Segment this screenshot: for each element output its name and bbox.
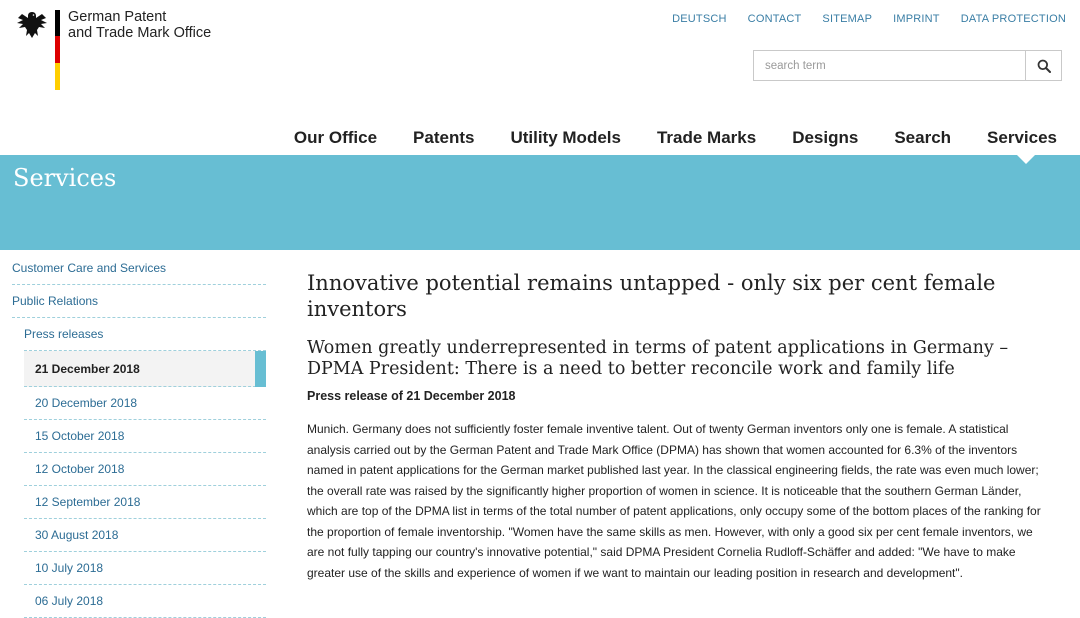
search-box xyxy=(753,50,1062,81)
flag-bar xyxy=(55,10,60,90)
article-title: Innovative potential remains untapped - only six per cent female inventors xyxy=(307,271,996,321)
article-subtitle: Women greatly underrepresented in terms of patent applications in Germany – DPMA President: There is a need to better reconcile work and family life xyxy=(307,338,1009,379)
sidebar-item-10-july-2018[interactable]: 10 July 2018 xyxy=(24,552,266,585)
util-link-data-protection[interactable]: DATA PROTECTION xyxy=(960,13,1066,25)
sidebar-item-15-october-2018[interactable]: 15 October 2018 xyxy=(24,420,266,453)
main-nav xyxy=(294,128,1057,148)
sidebar-item-12-september-2018[interactable]: 12 September 2018 xyxy=(24,486,266,519)
sidebar-item-customer-care[interactable]: Customer Care and Services xyxy=(12,252,266,285)
search-icon xyxy=(1037,59,1051,73)
util-link-imprint[interactable]: IMPRINT xyxy=(893,13,940,25)
logo-line-2: and Trade Mark Office xyxy=(68,25,212,41)
nav-services[interactable]: Services xyxy=(987,128,1057,147)
article-body: Munich. Germany does not sufficiently foster female inventive talent. Out of twenty German inventors only one is female. A statistical analysis carried out by the German Patent and Trade Mark Office (DPMA) has shown that women accounted for 6.3% of the inventors named in patent applications for the German market published last year. In the classical engineering fields, the rate was even much lower; the overall rate was raised by the significantly higher proportion of women in science. It is noticeable that the southern German Länder, which are top of the DPMA list in terms of the total number of patent applications, only occupy some of the bottom places of the ranking for the proportion of female inventorship. "Women have the same skills as men. However, with only a good six per cent female inventors, we are not fully tapping our country's innovative potential," said DPMA President Cornelia Rudloff-Schäffer and added: "We have to make greater use of the skills and experience of women if we want to maintain our leading position in research and development". xyxy=(307,422,1041,580)
site-logo-text[interactable] xyxy=(68,9,228,41)
util-link-deutsch[interactable]: DEUTSCH xyxy=(672,13,727,25)
sidebar-item-12-october-2018[interactable]: 12 October 2018 xyxy=(24,453,266,486)
sidebar-item-06-july-2018[interactable]: 06 July 2018 xyxy=(24,585,266,618)
sidebar-nav xyxy=(0,252,268,618)
nav-utility-models[interactable]: Utility Models xyxy=(510,128,621,147)
search-input[interactable] xyxy=(754,51,1026,80)
federal-eagle-icon[interactable] xyxy=(16,10,48,40)
active-nav-indicator xyxy=(1017,155,1035,164)
nav-designs[interactable]: Designs xyxy=(792,128,859,147)
nav-search[interactable]: Search xyxy=(894,128,952,147)
util-link-contact[interactable]: CONTACT xyxy=(747,13,802,25)
article xyxy=(307,270,1047,595)
section-banner xyxy=(0,155,1080,250)
logo-line-1: German Patent xyxy=(68,9,167,25)
nav-patents[interactable]: Patents xyxy=(413,128,475,147)
sidebar-item-press-releases[interactable]: Press releases xyxy=(24,318,266,351)
sidebar-item-30-august-2018[interactable]: 30 August 2018 xyxy=(24,519,266,552)
search-button[interactable] xyxy=(1025,51,1061,80)
sidebar-item-21-december-2018[interactable]: 21 December 2018 xyxy=(24,351,266,387)
util-link-sitemap[interactable]: SITEMAP xyxy=(822,13,873,25)
press-release-date: Press release of 21 December 2018 xyxy=(307,389,516,403)
utility-nav xyxy=(672,13,1066,25)
sidebar-item-public-relations[interactable]: Public Relations xyxy=(12,285,266,318)
section-title: Services xyxy=(13,164,117,192)
site-header xyxy=(0,0,1080,155)
nav-trade-marks[interactable]: Trade Marks xyxy=(656,128,757,147)
sidebar-item-20-december-2018[interactable]: 20 December 2018 xyxy=(24,387,266,420)
nav-our-office[interactable]: Our Office xyxy=(293,128,378,147)
